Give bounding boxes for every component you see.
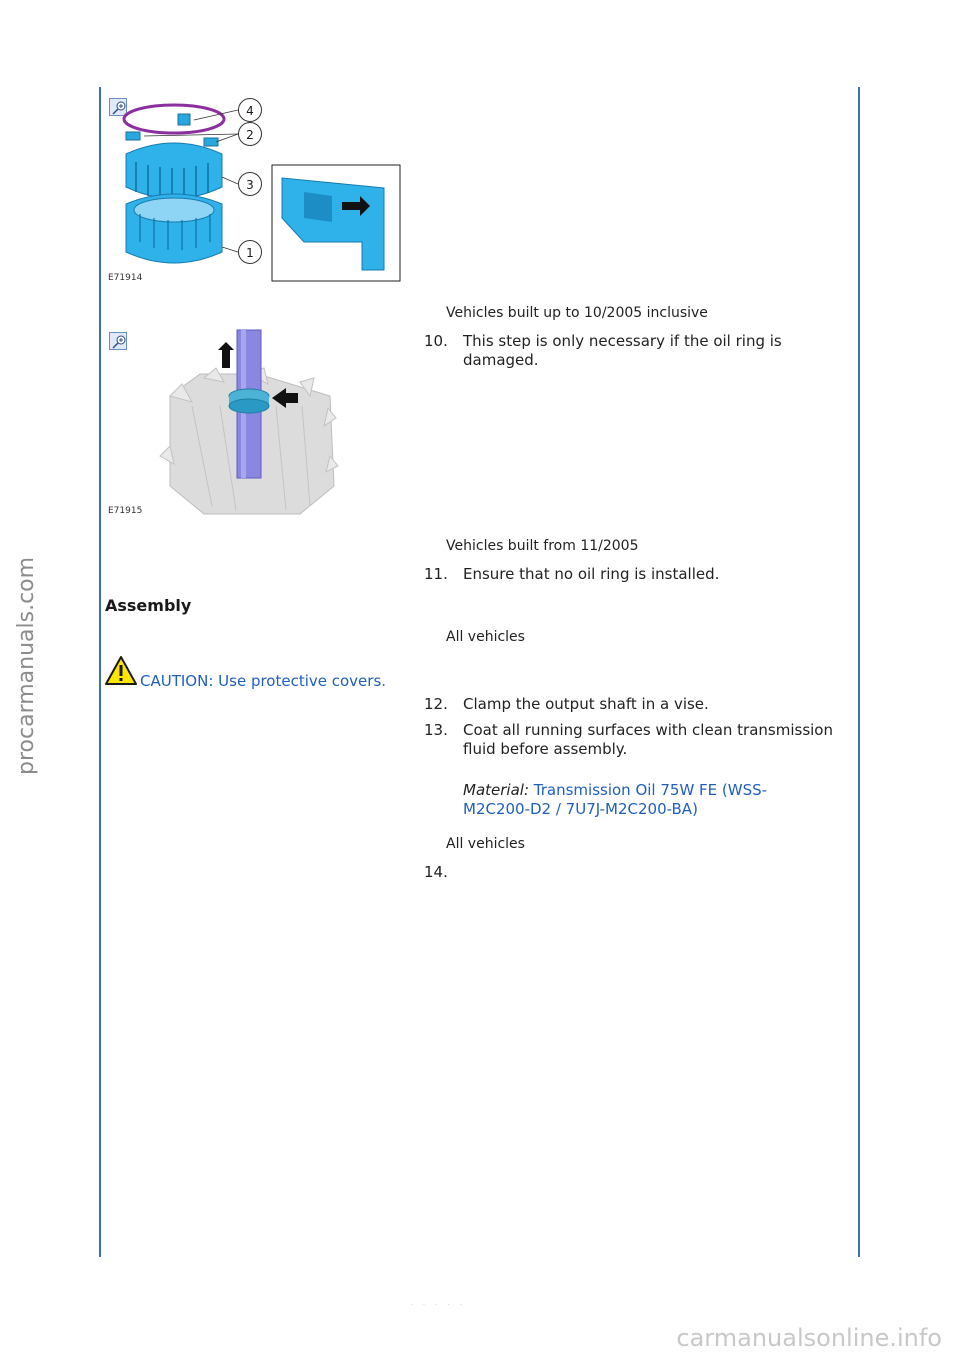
- callout-1: 1: [238, 240, 262, 264]
- caution-text: CAUTION: Use protective covers.: [140, 672, 387, 690]
- step-text: This step is only necessary if the oil ring is damaged.: [463, 332, 782, 369]
- page-footer-faint: · · · · ·: [410, 1300, 466, 1311]
- condition-label: All vehicles: [446, 836, 525, 852]
- material-link[interactable]: Transmission Oil 75W FE (WSS-M2C200-D2 / 7U7J-M2C200-BA): [463, 781, 768, 818]
- section-heading: Assembly: [105, 596, 192, 615]
- step-text: Ensure that no oil ring is installed.: [463, 565, 720, 583]
- callout-2: 2: [238, 122, 262, 146]
- callout-4: 4: [238, 98, 262, 122]
- warning-triangle-icon: [104, 654, 138, 688]
- step-number: 14.: [424, 863, 448, 881]
- step-text: Coat all running surfaces with clean transmission fluid before assembly.: [463, 721, 833, 758]
- right-margin-rule: [858, 87, 860, 1257]
- bottom-watermark: carmanualsonline.info: [676, 1324, 942, 1352]
- figure-id-label: E71914: [108, 273, 143, 283]
- step-text: Clamp the output shaft in a vise.: [463, 695, 709, 713]
- condition-label: Vehicles built up to 10/2005 inclusive: [446, 305, 708, 321]
- step-number: 11.: [424, 565, 448, 583]
- left-margin-rule: [99, 87, 101, 1257]
- condition-label: All vehicles: [446, 629, 525, 645]
- callout-3: 3: [238, 172, 262, 196]
- material-spec: [463, 781, 823, 819]
- step-number: 12.: [424, 695, 448, 713]
- condition-label: Vehicles built from 11/2005: [446, 538, 639, 554]
- figure-id-label: E71915: [108, 506, 143, 516]
- material-label: Material:: [463, 781, 529, 799]
- step-number: 13.: [424, 721, 448, 739]
- step-number: 10.: [424, 332, 448, 350]
- side-watermark: procarmanuals.com: [14, 556, 39, 775]
- output-shaft-oil-ring-illustration: [104, 326, 344, 518]
